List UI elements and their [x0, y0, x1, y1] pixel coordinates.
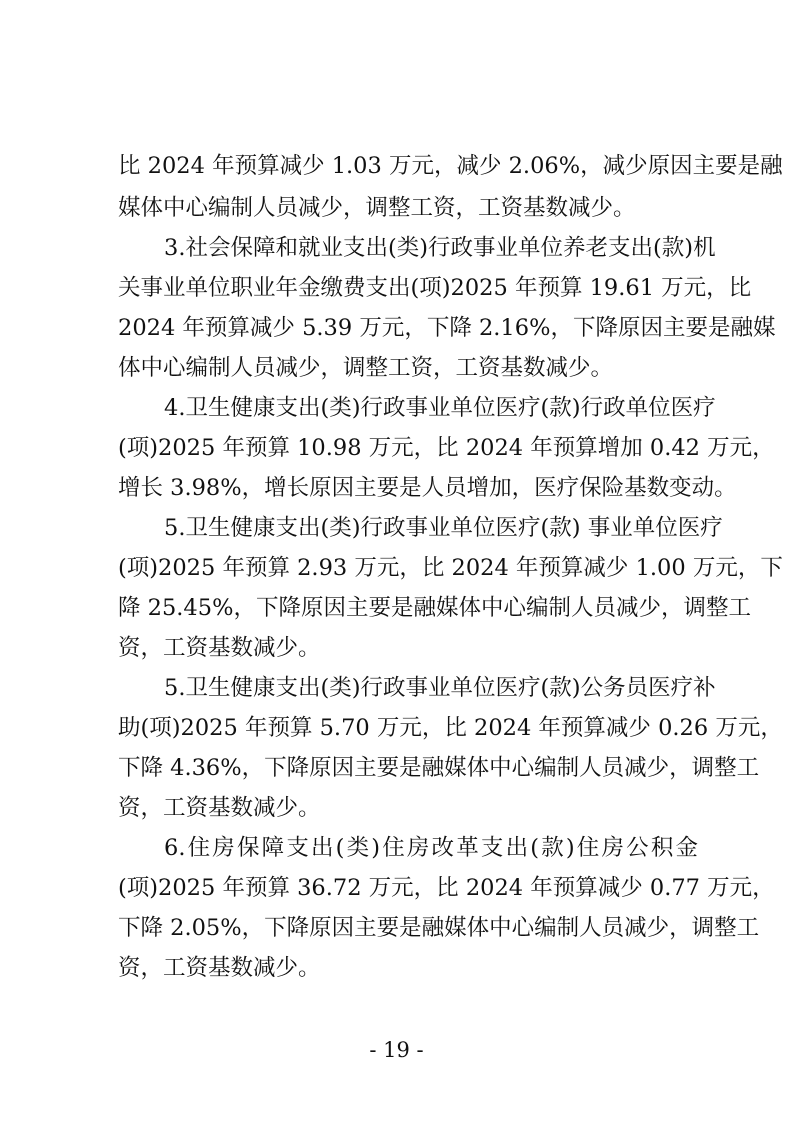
text-line: 降 25.45%，下降原因主要是融媒体中心编制人员减少，调整工 — [118, 595, 751, 621]
text-line: 下降 2.05%，下降原因主要是融媒体中心编制人员减少，调整工 — [118, 915, 760, 941]
text-line: 2024 年预算减少 5.39 万元，下降 2.16%，下降原因主要是融媒 — [118, 315, 776, 341]
text-line: 3.社会保障和就业支出(类)行政事业单位养老支出(款)机 — [164, 235, 716, 261]
text-line: 资，工资基数减少。 — [118, 955, 321, 981]
text-line: 下降 4.36%，下降原因主要是融媒体中心编制人员减少，调整工 — [118, 755, 760, 781]
text-line: 5.卫生健康支出(类)行政事业单位医疗(款) 事业单位医疗 — [164, 515, 723, 541]
page-number: - 19 - — [369, 1038, 424, 1062]
text-line: 资，工资基数减少。 — [118, 795, 321, 821]
text-line: 4.卫生健康支出(类)行政事业单位医疗(款)行政单位医疗 — [164, 395, 716, 421]
text-line: 助(项)2025 年预算 5.70 万元，比 2024 年预算减少 0.26 万元， — [118, 715, 783, 741]
text-line: 媒体中心编制人员减少，调整工资，工资基数减少。 — [118, 195, 636, 221]
text-line: 体中心编制人员减少，调整工资，工资基数减少。 — [118, 355, 614, 381]
text-line: 增长 3.98%，增长原因主要是人员增加，医疗保险基数变动。 — [118, 475, 737, 501]
text-line: (项)2025 年预算 10.98 万元，比 2024 年预算增加 0.42 万元， — [118, 435, 775, 461]
text-line: 资，工资基数减少。 — [118, 635, 321, 661]
text-line: 比 2024 年预算减少 1.03 万元，减少 2.06%，减少原因主要是融 — [118, 153, 783, 179]
text-line: (项)2025 年预算 2.93 万元，比 2024 年预算减少 1.00 万元，下 — [118, 555, 783, 581]
text-line: 6.住房保障支出(类)住房改革支出(款)住房公积金 — [164, 835, 698, 861]
text-line: 关事业单位职业年金缴费支出(项)2025 年预算 19.61 万元，比 — [118, 275, 752, 301]
text-line: 5.卫生健康支出(类)行政事业单位医疗(款)公务员医疗补 — [164, 675, 716, 701]
text-line: (项)2025 年预算 36.72 万元，比 2024 年预算减少 0.77 万元， — [118, 875, 775, 901]
